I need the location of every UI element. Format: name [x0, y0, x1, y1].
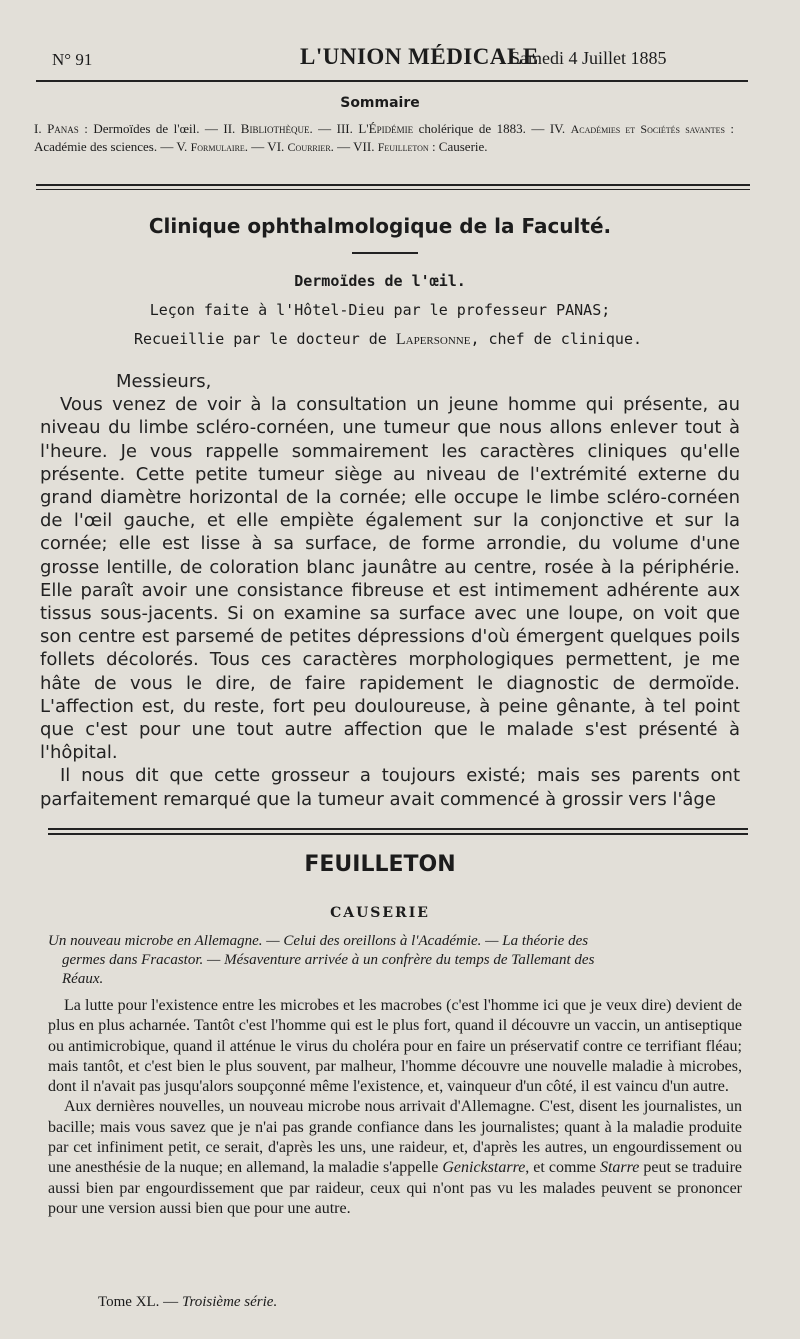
feuilleton-title: FEUILLETON	[304, 852, 456, 877]
article-title: Dermoïdes de l'œil.	[294, 272, 466, 290]
page-footer: Tome XL. — Troisième série.	[98, 1294, 278, 1310]
issue-number: N° 91	[52, 50, 93, 69]
feuilleton-paragraph: La lutte pour l'existence entre les microbes et les macrobes (c'est l'homme ici que je veux dire) devient de plus en plus acharnée. Tantôt c'est l'homme qui est le plus fort, quand il découvre un vaccin, un antiseptique ou antimicrobique, quand il atténue le virus du choléra pour en faire un préservatif contre ce terrifiant fléau; mais tantôt, et c'est bien le plus souvent, par malheur, l'homme découvre une nouvelle maladie à microbes, dont il n'avait pas jusqu'alors soupçonné même l'existence, et, vainqueur d'un côté, il est vaincu d'un autre.	[48, 997, 742, 1096]
feuilleton-rule-top	[48, 828, 748, 830]
masthead	[38, 42, 738, 78]
section-heading: Clinique ophthalmologique de la Faculté.	[148, 214, 612, 238]
salutation: Messieurs,	[116, 371, 212, 392]
article-paragraph: Vous venez de voir à la consultation un jeune homme qui présente, au niveau du limbe scléro-cornéen, une tumeur que nous allons enlever tout à l'heure. Je vous rappelle sommairement les caractères cliniques qu'elle présente. Cette petite tumeur siège au niveau de l'extrémité externe du grand diamètre horizontal de la cornée; elle occupe le limbe scléro-cornéen de l'œil gauche, et elle empiète également sur la conjonctive et sur la cornée; elle est lisse à sa surface, de forme arrondie, du volume d'une grosse lentille, de coloration blanc jaunâtre au centre, rosée à la périphérie. Elle paraît avoir une consistance fibreuse et est intimement adhérente aux tissus sous-jacents. Si on examine sa surface avec une loupe, on voit que son centre est parsemé de petites dépressions d'où émergent quelques poils follets décolorés. Tous ces caractères morphologiques permettent, je me hâte de vous le dire, de faire rapidement le diagnostic de dermoïde. L'affection est, du reste, fort peu douloureuse, à peine gênante, à tel point que c'est pour une tout autre affection que le malade s'est présenté à l'hôpital.	[40, 394, 740, 764]
collector-credit: Recueillie par le docteur de Lapersonne, chef de clinique.	[133, 330, 643, 348]
article-paragraph: Il nous dit que cette grosseur a toujours existé; mais ses parents ont parfaitement remarqué que la tumeur avait commencé à grossir vers l'âge	[40, 765, 740, 810]
heading-rule	[352, 252, 418, 254]
sommaire-contents: I. Panas : Dermoïdes de l'œil. — II. Bibliothèque. — III. L'Épidémie cholérique de 1883. — IV. Académies et Sociétés savantes : Académie des sciences. — V. Formulaire. — VI. Courrier. — VII. Feuilleton : Causerie.	[34, 121, 735, 154]
sommaire-rule-bottom	[36, 189, 750, 190]
feuilleton-summary: Un nouveau microbe en Allemagne. — Celui des oreillons à l'Académie. — La théorie des germes dans Fracastor. — Mésaventure arrivée à un confrère du temps de Tallemant des Réaux.	[48, 933, 595, 987]
causerie-title: CAUSERIE	[330, 905, 430, 921]
journal-title: L'UNION MÉDICALE	[300, 44, 539, 69]
feuilleton-rule-bottom	[48, 833, 748, 835]
article-body	[40, 370, 740, 811]
sommaire-title: Sommaire	[340, 95, 420, 111]
lecture-credit: Leçon faite à l'Hôtel-Dieu par le professeur PANAS;	[149, 301, 611, 319]
feuilleton-body	[48, 996, 742, 1219]
header-rule	[36, 80, 748, 82]
feuilleton-paragraph: Aux dernières nouvelles, un nouveau microbe nous arrivait d'Allemagne. C'est, disent les journalistes, un bacille; mais vous savez que je n'ai pas grande confiance dans les journalistes; quant à la maladie produite par cet infiniment petit, ce serait, d'après les uns, une raideur, et, d'après les autres, un engourdissement ou une anesthésie de la nuque; en allemand, la maladie s'appelle Genickstarre, et comme Starre peut se traduire aussi bien par engourdissement que par raideur, ceux qui n'ont pas vu les malades peuvent se prononcer pour une version aussi bien que pour une autre.	[48, 1098, 743, 1217]
sommaire-rule-top	[36, 184, 750, 186]
issue-date: Samedi 4 Juillet 1885	[510, 48, 667, 68]
